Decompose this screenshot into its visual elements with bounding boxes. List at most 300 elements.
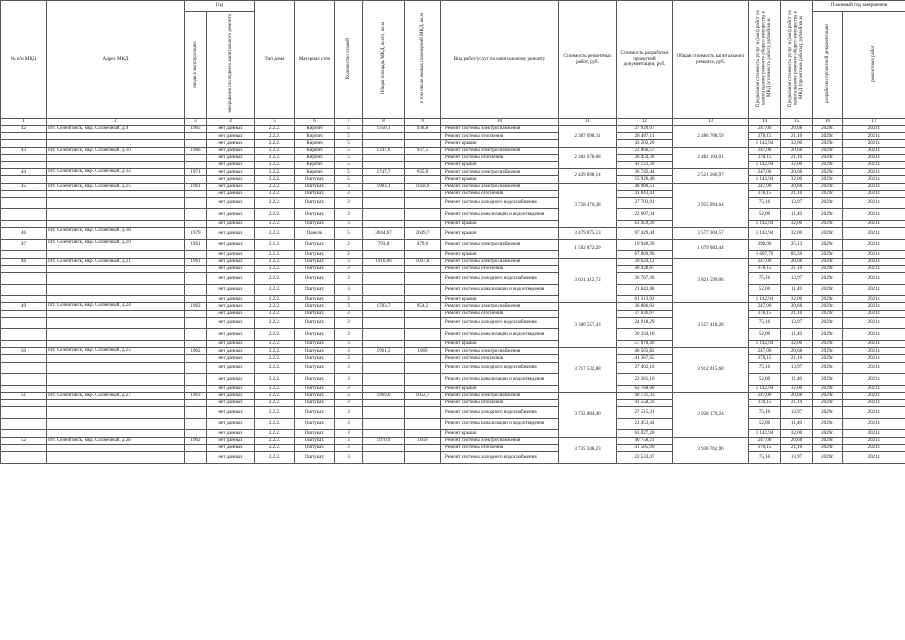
rooms-area: 1047,8 [405,258,441,265]
header-limit-cost: Предельная стоимость услуг и (или) работ по капитальному ремонту общего имущества в МКД (стоимость работ), рублей/кв.м [749,1,781,119]
last-repair-year: нет данных [207,197,255,209]
house-type: 2.2.2. [255,385,295,392]
repair-year: 2021г. [843,161,905,168]
repair-year: 2021г. [843,348,905,355]
design-cost: 43 123,20 [617,161,673,168]
house-number: 45 [1,183,47,190]
last-repair-year: нет данных [207,362,255,374]
limit-cost-design: 13,97 [781,362,813,374]
floors: 3 [335,348,363,355]
design-cost: 62 768,00 [617,385,673,392]
house-type: 2.2.2. [255,340,295,347]
total-area: 1969,6 [363,392,405,399]
commission-year [185,418,207,430]
commission-year [185,340,207,347]
work-type: Ремонт крыши [441,228,559,240]
table-row [1,176,905,183]
house-number [1,310,47,317]
limit-cost: 247,00 [749,258,781,265]
design-cost: 22 866,57 [617,147,673,154]
limit-cost-design: 32,00 [781,176,813,183]
floors: 3 [335,221,363,228]
design-year: 2029г. [813,273,843,285]
header-wall-material: Материал стен [295,1,335,119]
design-cost: 48 980,51 [617,183,673,190]
column-number: 16 [813,119,843,126]
work-type: Ремонт системы электроснабжения [441,258,559,265]
floors: 3 [335,400,363,407]
design-cost: 63 027,20 [617,430,673,437]
table-row [1,400,905,407]
wall-material: Оштукат. [295,407,335,419]
wall-material: Оштукат. [295,437,335,444]
limit-cost-design: 20,68 [781,147,813,154]
work-type: Ремонт системы отопления [441,310,559,317]
limit-cost-design: 21,10 [781,154,813,161]
house-type: 2.2.2. [255,317,295,329]
last-repair-year: нет данных [207,221,255,228]
house-number [1,190,47,197]
table-row [1,385,905,392]
header-design-year: разработки проектной документации [813,12,843,119]
work-type: Ремонт системы отопления [441,355,559,362]
rooms-area [405,355,441,362]
house-address [47,251,185,258]
table-row [1,284,905,296]
repair-cost: 3 631 412,72 [559,258,617,303]
wall-material: Оштукат. [295,209,335,221]
wall-material: Оштукат. [295,317,335,329]
house-number [1,296,47,303]
commission-year: 1961 [185,239,207,251]
last-repair-year: нет данных [207,228,255,240]
rooms-area [405,374,441,386]
house-type: 2.2.2. [255,284,295,296]
design-cost: 36 742,44 [617,169,673,176]
header-floors: Количество этажей [335,1,363,119]
commission-year [185,310,207,317]
floors: 5 [335,169,363,176]
limit-cost: 247,00 [749,126,781,133]
house-type: 2.2.2. [255,169,295,176]
table-row [1,154,905,161]
house-address [47,418,185,430]
floors: 5 [335,176,363,183]
commission-year: 1971 [185,169,207,176]
wall-material: Оштукат. [295,296,335,303]
design-cost: 57 078,40 [617,340,673,347]
house-number [1,251,47,258]
design-cost: 22 533,47 [617,452,673,464]
rooms-area: 1059 [405,437,441,444]
repair-year: 2021г. [843,265,905,272]
limit-cost-design: 11,40 [781,374,813,386]
design-cost: 40 563,82 [617,348,673,355]
design-year: 2029г. [813,176,843,183]
repair-year: 2021г. [843,374,905,386]
repair-year: 2021г. [843,303,905,310]
work-type: Ремонт системы холодного водоснабжения [441,197,559,209]
floors: 5 [335,147,363,154]
repair-year: 2021г. [843,197,905,209]
last-repair-year: нет данных [207,284,255,296]
column-number: 6 [295,119,335,126]
last-repair-year: нет данных [207,400,255,407]
limit-cost: 1 142,94 [749,161,781,168]
column-number: 11 [559,119,617,126]
design-cost: 41 387,65 [617,355,673,362]
floors: 3 [335,317,363,329]
floors: 3 [335,265,363,272]
house-address [47,374,185,386]
last-repair-year: нет данных [207,169,255,176]
wall-material: Оштукат. [295,385,335,392]
house-address [47,176,185,183]
house-type: 2.2.2. [255,437,295,444]
total-cost: 3 577 304,57 [673,228,749,240]
house-type: 2.2.2. [255,140,295,147]
commission-year [185,161,207,168]
limit-cost-design: 20,68 [781,258,813,265]
last-repair-year: нет данных [207,444,255,451]
limit-cost: 247,00 [749,169,781,176]
commission-year [185,140,207,147]
repair-year: 2021г. [843,133,905,140]
limit-cost: 1 142,94 [749,221,781,228]
limit-cost: 52,00 [749,284,781,296]
house-number [1,221,47,228]
rooms-area [405,273,441,285]
house-address [47,273,185,285]
limit-cost-design: 21,10 [781,310,813,317]
limit-cost: 247,00 [749,147,781,154]
last-repair-year: нет данных [207,355,255,362]
header-work: Вид работ/услуг по капитальному ремонту [441,1,559,119]
total-cost: 2 482 104,01 [673,147,749,169]
commission-year: 1961 [185,258,207,265]
house-number: 52 [1,437,47,444]
house-address: пгт. Селенгинск, мкр. Солнечный, д.12 [47,169,185,176]
limit-cost-design: 20,68 [781,303,813,310]
house-address: пгт. Селенгинск, мкр. Солнечный, д.18 [47,228,185,240]
repair-year: 2021г. [843,340,905,347]
commission-year [185,154,207,161]
limit-cost: 378,15 [749,355,781,362]
rooms-area: 938,8 [405,126,441,133]
total-area [363,190,405,197]
house-address [47,140,185,147]
last-repair-year: нет данных [207,392,255,399]
table-row [1,209,905,221]
house-number: 44 [1,169,47,176]
table-row [1,355,905,362]
house-number [1,140,47,147]
repair-year: 2021г. [843,392,905,399]
commission-year [185,296,207,303]
repair-year: 2021г. [843,154,905,161]
design-year: 2029г. [813,385,843,392]
repair-cost: 3 479 875,13 [559,228,617,240]
total-area: 1916,06 [363,258,405,265]
rooms-area [405,444,441,451]
total-area [363,444,405,451]
wall-material: Кирпич [295,133,335,140]
wall-material: Оштукат. [295,310,335,317]
rooms-area [405,284,441,296]
house-type: 2.2.2. [255,452,295,464]
rooms-area: 935,8 [405,169,441,176]
house-type: 2.2.2. [255,355,295,362]
work-type: Ремонт системы электроснабжения [441,348,559,355]
limit-cost: 1 607,76 [749,251,781,258]
design-year: 2029г. [813,169,843,176]
work-type: Ремонт системы холодного водоснабжения [441,452,559,464]
limit-cost: 75,16 [749,362,781,374]
rooms-area [405,176,441,183]
floors: 3 [335,273,363,285]
design-year: 2029г. [813,209,843,221]
house-number [1,400,47,407]
repair-cost: 3 758 470,28 [559,183,617,228]
work-type: Ремонт системы электроснабжения [441,392,559,399]
rooms-area [405,407,441,419]
house-number [1,161,47,168]
design-year: 2029г. [813,303,843,310]
house-type: 2.1.2. [255,239,295,251]
header-house-type: Тип дома [255,1,295,119]
house-type: 2.2.2. [255,190,295,197]
house-number: 48 [1,258,47,265]
wall-material: Оштукат. [295,265,335,272]
wall-material: Оштукат. [295,340,335,347]
design-cost: 27 402,16 [617,362,673,374]
column-number: 12 [617,119,673,126]
house-address: пгт. Селенгинск, мкр. Солнечный, д.19 [47,239,185,251]
last-repair-year: нет данных [207,348,255,355]
table-row [1,258,905,265]
limit-cost-design: 11,40 [781,329,813,341]
house-type: 2.2.2. [255,209,295,221]
design-cost: 39 624,12 [617,258,673,265]
rooms-area [405,209,441,221]
repair-year: 2021г. [843,355,905,362]
design-cost: 40 428,87 [617,265,673,272]
last-repair-year: нет данных [207,452,255,464]
total-area [363,197,405,209]
repair-year: 2021г. [843,452,905,464]
design-cost: 61 313,92 [617,296,673,303]
house-type: 2.2.2. [255,265,295,272]
house-number [1,418,47,430]
column-number: 10 [441,119,559,126]
wall-material: Оштукат. [295,444,335,451]
work-type: Ремонт системы холодного водоснабжения [441,317,559,329]
floors: 3 [335,329,363,341]
house-number [1,407,47,419]
design-cost: 55 926,40 [617,176,673,183]
repair-cost: 2 387 098,31 [559,126,617,148]
table-row [1,251,905,258]
commission-year: 1979 [185,228,207,240]
commission-year [185,273,207,285]
floors: 5 [335,228,363,240]
work-type: Ремонт системы отопления [441,133,559,140]
total-cost: 2 521 266,97 [673,169,749,183]
commission-year [185,400,207,407]
wall-material: Оштукат. [295,355,335,362]
repair-year: 2021г. [843,209,905,221]
commission-year [185,265,207,272]
work-type: Ремонт системы холодного водоснабжения [441,407,559,419]
repair-cost: 3 717 532,88 [559,348,617,393]
repair-cost: 2 382 678,08 [559,147,617,169]
wall-material: Кирпич [295,154,335,161]
house-type: 2.2.2. [255,183,295,190]
table-row [1,437,905,444]
house-number: 51 [1,392,47,399]
design-year: 2029г. [813,317,843,329]
commission-year [185,284,207,296]
total-area [363,133,405,140]
commission-year [185,385,207,392]
limit-cost-design: 13,97 [781,197,813,209]
design-year: 2029г. [813,161,843,168]
last-repair-year: нет данных [207,176,255,183]
header-year-commission: ввода в эксплуатацию [185,12,207,119]
limit-cost: 247,00 [749,183,781,190]
design-year: 2029г. [813,126,843,133]
rooms-area [405,133,441,140]
house-number [1,133,47,140]
house-type: 2.2.2. [255,147,295,154]
limit-cost: 75,16 [749,452,781,464]
limit-cost-design: 21,10 [781,400,813,407]
repair-cost: 3 735 348,23 [559,437,617,463]
house-address [47,310,185,317]
work-type: Ремонт системы холодного водоснабжения [441,362,559,374]
house-type: 2.2.2. [255,258,295,265]
repair-year: 2021г. [843,221,905,228]
commission-year [185,209,207,221]
last-repair-year: нет данных [207,385,255,392]
house-address: пгт. Селенгинск, мкр. Солнечный, д.25 [47,348,185,355]
floors: 5 [335,126,363,133]
total-area: 1961,5 [363,348,405,355]
work-type: Ремонт системы канализации и водоотведения [441,374,559,386]
last-repair-year: нет данных [207,430,255,437]
wall-material: Кирпич [295,147,335,154]
commission-year: 1962 [185,303,207,310]
table-row [1,452,905,464]
wall-material: Оштукат. [295,251,335,258]
work-type: Ремонт крыши [441,251,559,258]
limit-cost-design: 32,00 [781,140,813,147]
rooms-area [405,140,441,147]
design-year: 2029г. [813,197,843,209]
house-type: 2.2.2. [255,329,295,341]
header-area-rooms: в том числе жилых помещений МКД, кв.м [405,1,441,119]
limit-cost: 398,00 [749,239,781,251]
limit-cost: 247,00 [749,392,781,399]
work-type: Ремонт крыши [441,430,559,437]
total-area [363,340,405,347]
table-row [1,221,905,228]
table-row [1,374,905,386]
design-year: 2029г. [813,418,843,430]
rooms-area: 479,6 [405,239,441,251]
design-year: 2029г. [813,437,843,444]
work-type: Ремонт системы канализации и водоотведения [441,418,559,430]
column-number: 1 [1,119,47,126]
floors: 3 [335,362,363,374]
last-repair-year: нет данных [207,317,255,329]
limit-cost-design: 32,00 [781,430,813,437]
total-area [363,310,405,317]
design-year: 2029г. [813,258,843,265]
design-year: 2029г. [813,400,843,407]
house-address [47,154,185,161]
house-type: 2.2.2. [255,348,295,355]
limit-cost-design: 20,68 [781,437,813,444]
limit-cost: 75,16 [749,407,781,419]
table-row [1,265,905,272]
house-address [47,133,185,140]
wall-material: Оштукат. [295,362,335,374]
wall-material: Оштукат. [295,239,335,251]
design-cost: 63 459,20 [617,221,673,228]
commission-year [185,197,207,209]
design-year: 2029г. [813,228,843,240]
floors: 3 [335,430,363,437]
house-number [1,284,47,296]
limit-cost-design: 13,97 [781,452,813,464]
house-number [1,355,47,362]
house-type: 2.2.2. [255,310,295,317]
total-area: 1983,1 [363,183,405,190]
limit-cost-design: 32,00 [781,161,813,168]
work-type: Ремонт системы отопления [441,400,559,407]
house-type: 2.2.2. [255,161,295,168]
work-type: Ремонт крыши [441,140,559,147]
house-type: 2.2.2. [255,303,295,310]
total-cost: 3 955 094,64 [673,183,749,228]
floors: 3 [335,190,363,197]
wall-material: Оштукат. [295,418,335,430]
house-type: 2.1.2. [255,251,295,258]
limit-cost: 378,15 [749,400,781,407]
work-type: Ремонт крыши [441,176,559,183]
house-number [1,452,47,464]
total-area [363,400,405,407]
house-type: 2.2.2. [255,221,295,228]
floors: 5 [335,140,363,147]
floors: 3 [335,209,363,221]
limit-cost: 75,16 [749,317,781,329]
floors: 3 [335,303,363,310]
limit-cost-design: 21,10 [781,265,813,272]
design-year: 2029г. [813,284,843,296]
commission-year [185,374,207,386]
house-address [47,407,185,419]
last-repair-year: нет данных [207,340,255,347]
rooms-area [405,452,441,464]
total-area [363,176,405,183]
house-type: 2.2.2. [255,273,295,285]
floors: 3 [335,437,363,444]
wall-material: Оштукат. [295,221,335,228]
total-area [363,355,405,362]
house-number [1,154,47,161]
